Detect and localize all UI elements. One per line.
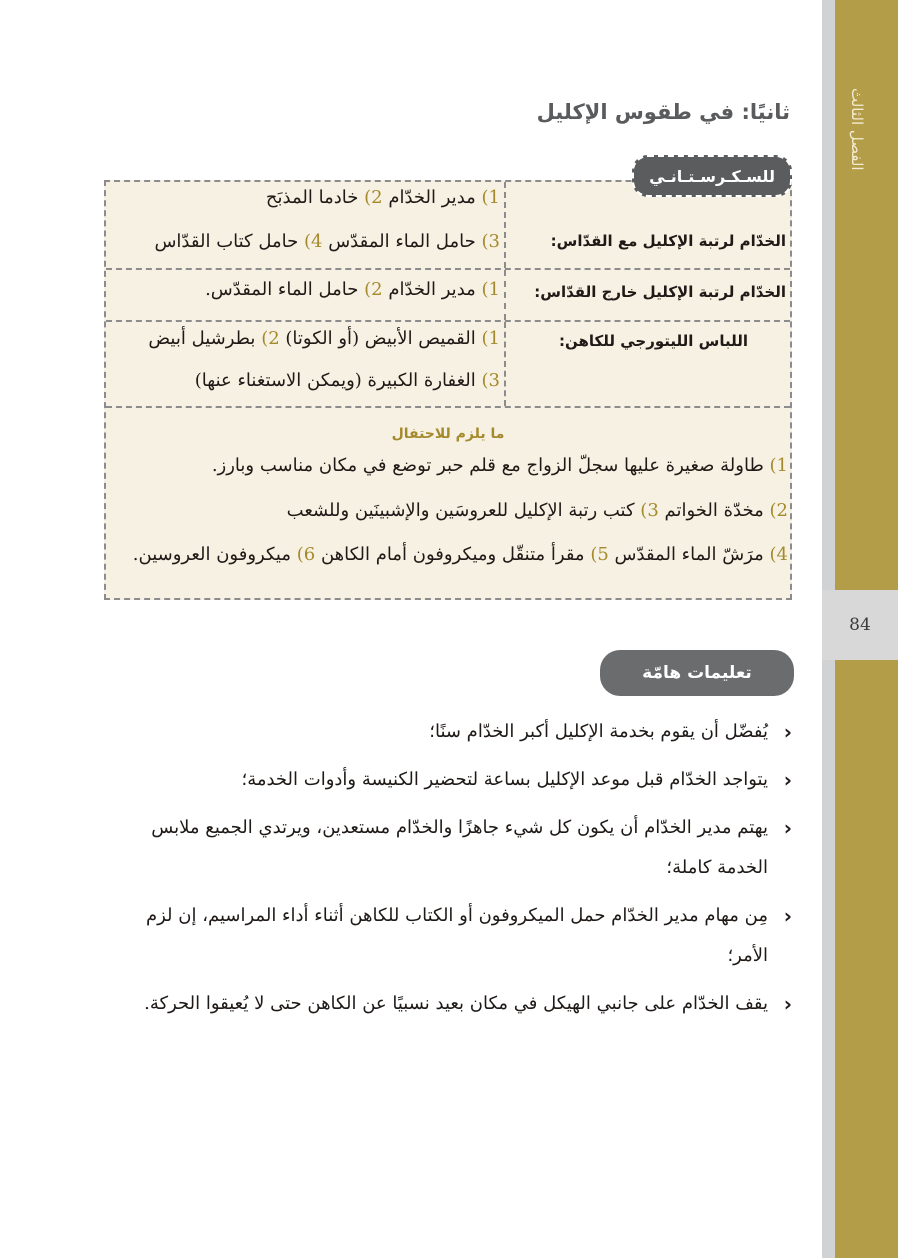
list-item: ‹ يقف الخدّام على جانبي الهيكل في مكان بعيد نسبيًا عن الكاهن حتى لا يُعيقوا الحركة. <box>104 984 794 1024</box>
row-label-without-mass: الخدّام لرتبة الإكليل خارج القدّاس: <box>534 283 786 301</box>
section-title: ثانيًا: في طقوس الإكليل <box>536 100 790 124</box>
sacristan-tab: للسـكـرسـتـانـي <box>632 155 792 197</box>
column-divider <box>504 182 506 268</box>
chevron-left-icon: ‹ <box>783 720 792 744</box>
page-number-box <box>822 590 898 660</box>
instructions-title: تعليمات هامّة <box>600 650 794 696</box>
celebration-heading: ما يلزم للاحتفال <box>391 426 505 442</box>
row-with-mass-line1: 1) مدير الخدّام 2) خادما المذبَح <box>265 187 500 208</box>
chevron-left-icon: ‹ <box>783 904 792 928</box>
row-label-with-mass: الخدّام لرتبة الإكليل مع القدّاس: <box>550 232 786 250</box>
column-divider <box>504 322 506 406</box>
instructions-list <box>104 712 794 1032</box>
list-item: ‹ يُفضّل أن يقوم بخدمة الإكليل أكبر الخدّام سنًا؛ <box>104 712 794 752</box>
celebration-line2: 2) مخدّة الخواتم 3) كتب رتبة الإكليل للعروسَين والإشبينَين وللشعب <box>286 500 788 521</box>
celebration-line3: 4) مرَشّ الماء المقدّس 5) مقرأ متنقّل وميكروفون أمام الكاهن 6) ميكروفون العروسين. <box>132 544 788 565</box>
chapter-label: الفصل الثالث <box>848 88 866 171</box>
chevron-left-icon: ‹ <box>783 992 792 1016</box>
page-number: 84 <box>849 615 871 635</box>
side-margin-bar <box>822 0 898 1258</box>
celebration-line1: 1) طاولة صغيرة عليها سجلّ الزواج مع قلم حبر توضع في مكان مناسب وبارز. <box>211 455 788 476</box>
list-item: ‹ يتواجد الخدّام قبل موعد الإكليل بساعة لتحضير الكنيسة وأدوات الخدمة؛ <box>104 760 794 800</box>
row-vestments-line2: 3) الغفارة الكبيرة (ويمكن الاستغناء عنها) <box>194 370 500 391</box>
table-divider <box>106 406 790 408</box>
list-item: ‹ يهتم مدير الخدّام أن يكون كل شيء جاهزًا والخدّام مستعدين، ويرتدي الجميع ملابس الخدمة كاملة؛ <box>104 808 794 888</box>
row-label-vestments: اللباس الليتورجي للكاهن: <box>559 332 748 350</box>
table-divider <box>106 268 790 270</box>
row-vestments-line1: 1) القميص الأبيض (أو الكوتا) 2) بطرشيل أبيض <box>148 328 500 349</box>
table-divider <box>106 320 790 322</box>
row-with-mass-line2: 3) حامل الماء المقدّس 4) حامل كتاب القدّاس <box>154 231 500 252</box>
chevron-left-icon: ‹ <box>783 768 792 792</box>
column-divider <box>504 270 506 320</box>
chevron-left-icon: ‹ <box>783 816 792 840</box>
sacristan-table <box>104 180 792 600</box>
row-without-mass-line1: 1) مدير الخدّام 2) حامل الماء المقدّس. <box>205 279 500 300</box>
list-item: ‹ مِن مهام مدير الخدّام حمل الميكروفون أو الكتاب للكاهن أثناء أداء المراسيم، إن لزم الأمر؛ <box>104 896 794 976</box>
